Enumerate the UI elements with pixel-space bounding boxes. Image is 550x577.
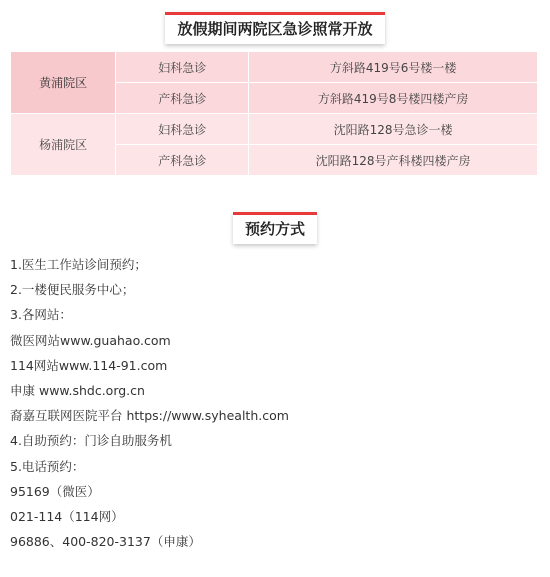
dept-cell: 产科急诊 [116, 83, 249, 114]
list-item: 4.自助预约：门诊自助服务机 [10, 433, 172, 449]
dept-cell: 产科急诊 [116, 145, 249, 176]
emergency-section-title: 放假期间两院区急诊照常开放 [177, 20, 373, 38]
list-item: 021-114（114网） [10, 508, 124, 524]
booking-section-header [0, 212, 550, 244]
booking-methods-list [10, 252, 540, 554]
list-item: 微医网站www.guahao.com [10, 332, 171, 348]
booking-section-title: 预约方式 [244, 220, 305, 238]
list-item: 5.电话预约： [10, 458, 85, 474]
list-item: 95169（微医） [10, 483, 100, 499]
list-item: 2.一楼便民服务中心； [10, 282, 135, 298]
booking-title-box [233, 212, 317, 244]
list-item: 3.各网站： [10, 307, 72, 323]
list-item: 1.医生工作站诊间预约； [10, 257, 147, 272]
campus-cell-yangpu: 杨浦院区 [11, 114, 116, 176]
list-item: 96886、400-820-3137（申康） [10, 534, 201, 550]
campus-cell-huangpu: 黄浦院区 [11, 52, 116, 114]
emergency-table [10, 51, 538, 176]
table-row [11, 52, 538, 83]
address-cell: 沈阳路128号急诊一楼 [249, 114, 538, 145]
address-cell: 方斜路419号6号楼一楼 [249, 52, 538, 83]
title-accent-line [233, 212, 317, 215]
table-row [11, 114, 538, 145]
emergency-section-header [0, 12, 550, 44]
address-cell: 沈阳路128号产科楼四楼产房 [249, 145, 538, 176]
list-item: 裔嘉互联网医院平台 https://www.syhealth.com [10, 408, 289, 424]
dept-cell: 妇科急诊 [116, 52, 249, 83]
emergency-title-box [165, 12, 384, 44]
list-item: 114网站www.114-91.com [10, 357, 168, 373]
dept-cell: 妇科急诊 [116, 114, 249, 145]
title-accent-line [165, 12, 384, 15]
address-cell: 方斜路419号8号楼四楼产房 [249, 83, 538, 114]
list-item: 申康 www.shdc.org.cn [10, 382, 145, 398]
